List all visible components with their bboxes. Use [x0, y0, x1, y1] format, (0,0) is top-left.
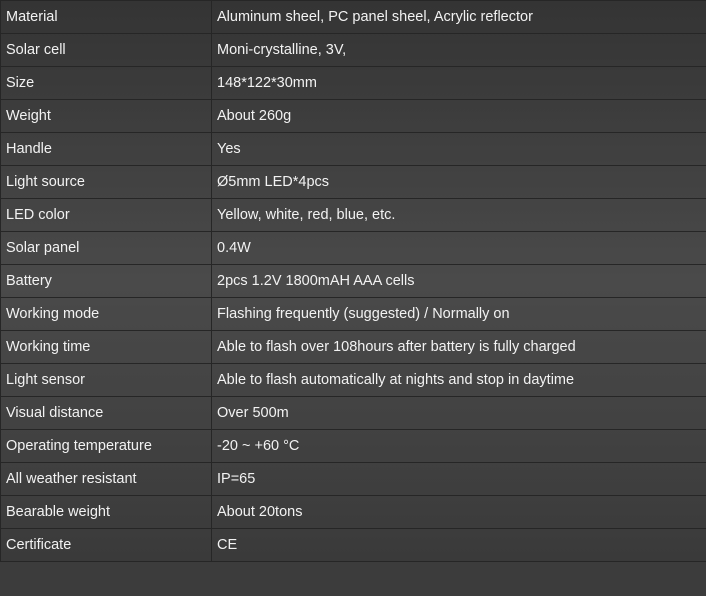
- table-row: [1, 298, 706, 331]
- spec-label-all-weather-resistant: All weather resistant: [1, 463, 212, 496]
- spec-value-battery: 2pcs 1.2V 1800mAH AAA cells: [212, 265, 706, 298]
- table-row: [1, 397, 706, 430]
- spec-value-working-time: Able to flash over 108hours after battery is fully charged: [212, 331, 706, 364]
- spec-value-light-source: Ø5mm LED*4pcs: [212, 166, 706, 199]
- spec-value-bearable-weight: About 20tons: [212, 496, 706, 529]
- spec-label-solar-panel: Solar panel: [1, 232, 212, 265]
- table-row: [1, 265, 706, 298]
- spec-label-operating-temperature: Operating temperature: [1, 430, 212, 463]
- spec-label-weight: Weight: [1, 100, 212, 133]
- spec-value-size: 148*122*30mm: [212, 67, 706, 100]
- spec-value-handle: Yes: [212, 133, 706, 166]
- spec-label-visual-distance: Visual distance: [1, 397, 212, 430]
- spec-value-led-color: Yellow, white, red, blue, etc.: [212, 199, 706, 232]
- table-row: [1, 199, 706, 232]
- table-row: [1, 430, 706, 463]
- spec-value-certificate: CE: [212, 529, 706, 562]
- spec-value-material: Aluminum sheel, PC panel sheel, Acrylic reflector: [212, 1, 706, 34]
- spec-label-light-sensor: Light sensor: [1, 364, 212, 397]
- spec-label-handle: Handle: [1, 133, 212, 166]
- spec-value-all-weather-resistant: IP=65: [212, 463, 706, 496]
- spec-value-weight: About 260g: [212, 100, 706, 133]
- spec-label-light-source: Light source: [1, 166, 212, 199]
- spec-label-working-time: Working time: [1, 331, 212, 364]
- spec-value-visual-distance: Over 500m: [212, 397, 706, 430]
- spec-label-certificate: Certificate: [1, 529, 212, 562]
- table-row: [1, 67, 706, 100]
- table-row: [1, 166, 706, 199]
- table-row: [1, 496, 706, 529]
- table-row: [1, 364, 706, 397]
- table-row: [1, 100, 706, 133]
- spec-value-solar-cell: Moni-crystalline, 3V,: [212, 34, 706, 67]
- table-row: [1, 133, 706, 166]
- spec-label-battery: Battery: [1, 265, 212, 298]
- table-row: [1, 529, 706, 562]
- spec-value-working-mode: Flashing frequently (suggested) / Normally on: [212, 298, 706, 331]
- table-row: [1, 232, 706, 265]
- spec-label-led-color: LED color: [1, 199, 212, 232]
- table-row: [1, 463, 706, 496]
- table-row: [1, 34, 706, 67]
- spec-label-size: Size: [1, 67, 212, 100]
- spec-value-light-sensor: Able to flash automatically at nights and stop in daytime: [212, 364, 706, 397]
- spec-value-operating-temperature: -20 ~ +60 °C: [212, 430, 706, 463]
- spec-label-material: Material: [1, 1, 212, 34]
- spec-value-solar-panel: 0.4W: [212, 232, 706, 265]
- spec-label-working-mode: Working mode: [1, 298, 212, 331]
- table-row: [1, 331, 706, 364]
- spec-label-bearable-weight: Bearable weight: [1, 496, 212, 529]
- spec-label-solar-cell: Solar cell: [1, 34, 212, 67]
- table-row: [1, 1, 706, 34]
